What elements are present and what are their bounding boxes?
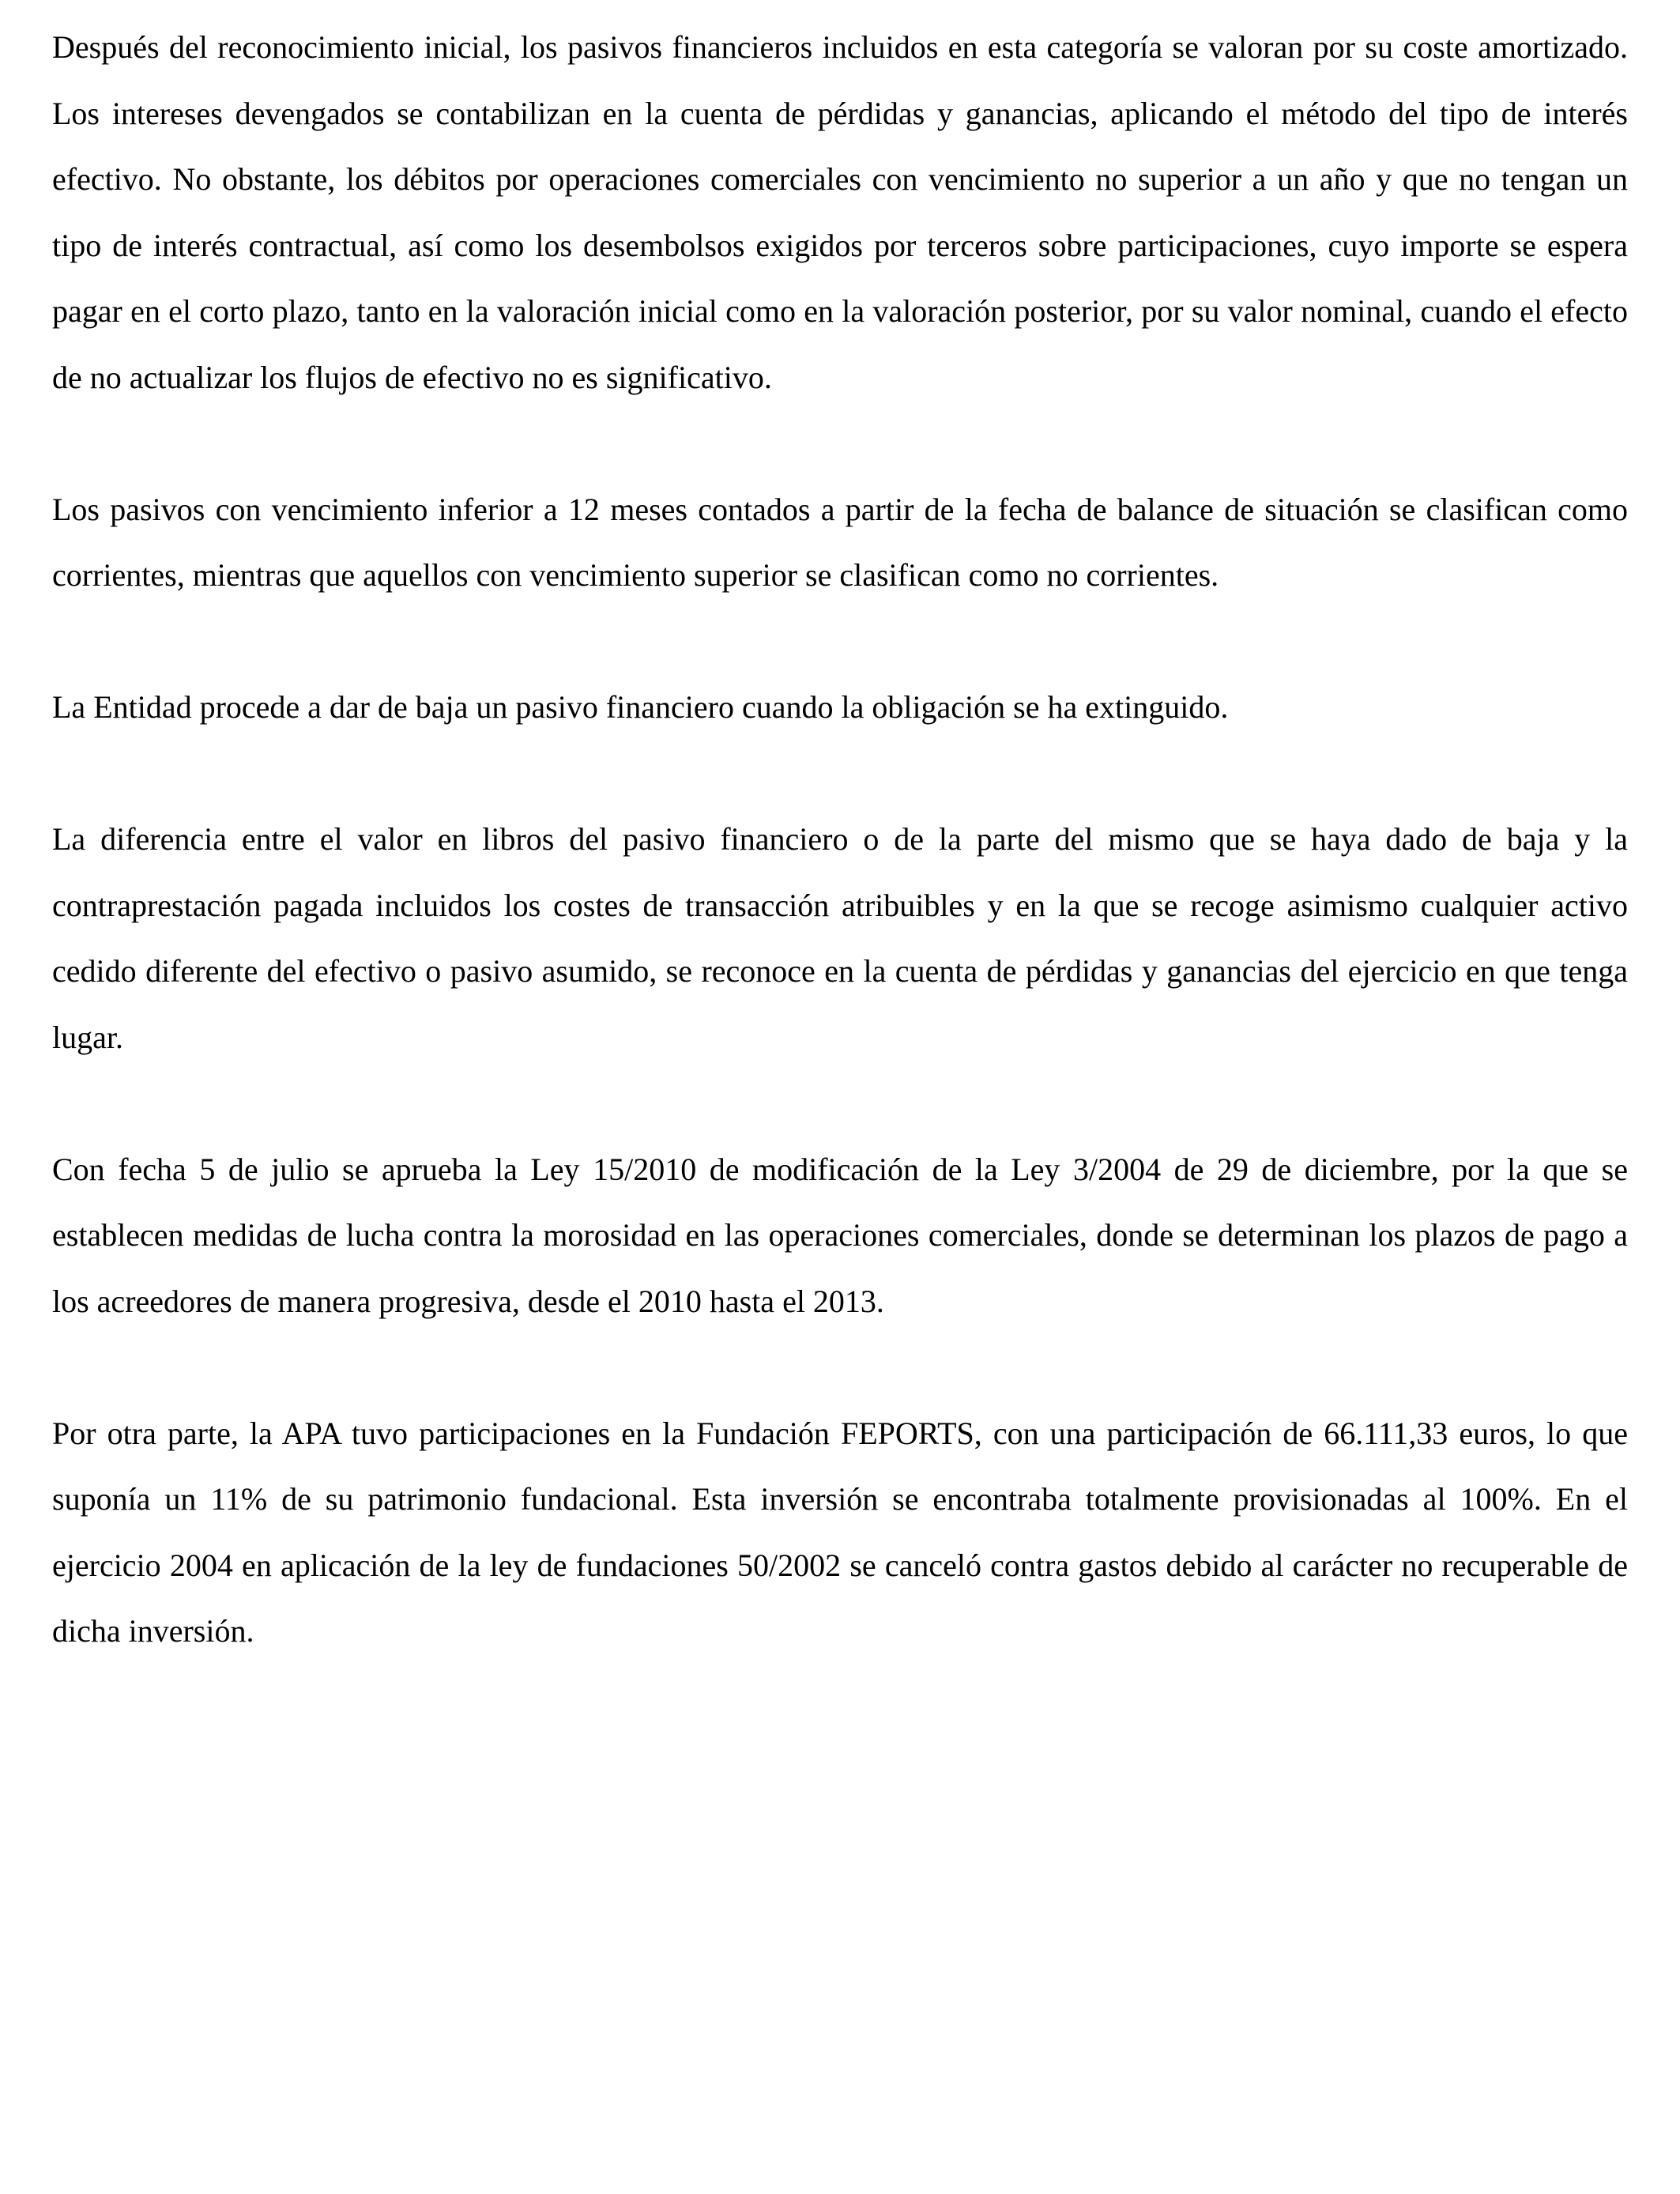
- paragraph-derecognition: La Entidad procede a dar de baja un pasivo financiero cuando la obligación se ha extinguido.: [52, 689, 1229, 725]
- document-body: [52, 14, 1628, 1664]
- paragraph-law-15-2010: Con fecha 5 de julio se aprueba la Ley 15/2010 de modificación de la Ley 3/2004 de 29 de diciembre, por la que se establecen medidas de lucha contra la morosidad en las operaciones comerciales, donde se determinan los plazos de pago a los acreedores de manera progresiva, desde el 2010 hasta el 2013.: [52, 1151, 1628, 1319]
- paragraph-feports: Por otra parte, la APA tuvo participaciones en la Fundación FEPORTS, con una participación de 66.111,33 euros, lo que suponía un 11% de su patrimonio fundacional. Esta inversión se encontraba totalmente provisionadas al 100%. En el ejercicio 2004 en aplicación de la ley de fundaciones 50/2002 se canceló contra gastos debido al carácter no recuperable de dicha inversión.: [52, 1415, 1628, 1649]
- paragraph-difference: La diferencia entre el valor en libros del pasivo financiero o de la parte del mismo que se haya dado de baja y la contraprestación pagada incluidos los costes de transacción atribuibles y en la que se recoge asimismo cualquier activo cedido diferente del efectivo o pasivo asumido, se reconoce en la cuenta de pérdidas y ganancias del ejercicio en que tenga lugar.: [52, 821, 1628, 1055]
- paragraph-current-classification: Los pasivos con vencimiento inferior a 12 meses contados a partir de la fecha de balance de situación se clasifican como corrientes, mientras que aquellos con vencimiento superior se clasifican como no corrientes.: [52, 491, 1628, 593]
- paragraph-amortized-cost: Después del reconocimiento inicial, los pasivos financieros incluidos en esta categoría se valoran por su coste amortizado. Los intereses devengados se contabilizan en la cuenta de pérdidas y ganancias, aplicando el método del tipo de interés efectivo. No obstante, los débitos por operaciones comerciales con vencimiento no superior a un año y que no tengan un tipo de interés contractual, así como los desembolsos exigidos por terceros sobre participaciones, cuyo importe se espera pagar en el corto plazo, tanto en la valoración inicial como en la valoración posterior, por su valor nominal, cuando el efecto de no actualizar los flujos de efectivo no es significativo.: [52, 29, 1628, 395]
